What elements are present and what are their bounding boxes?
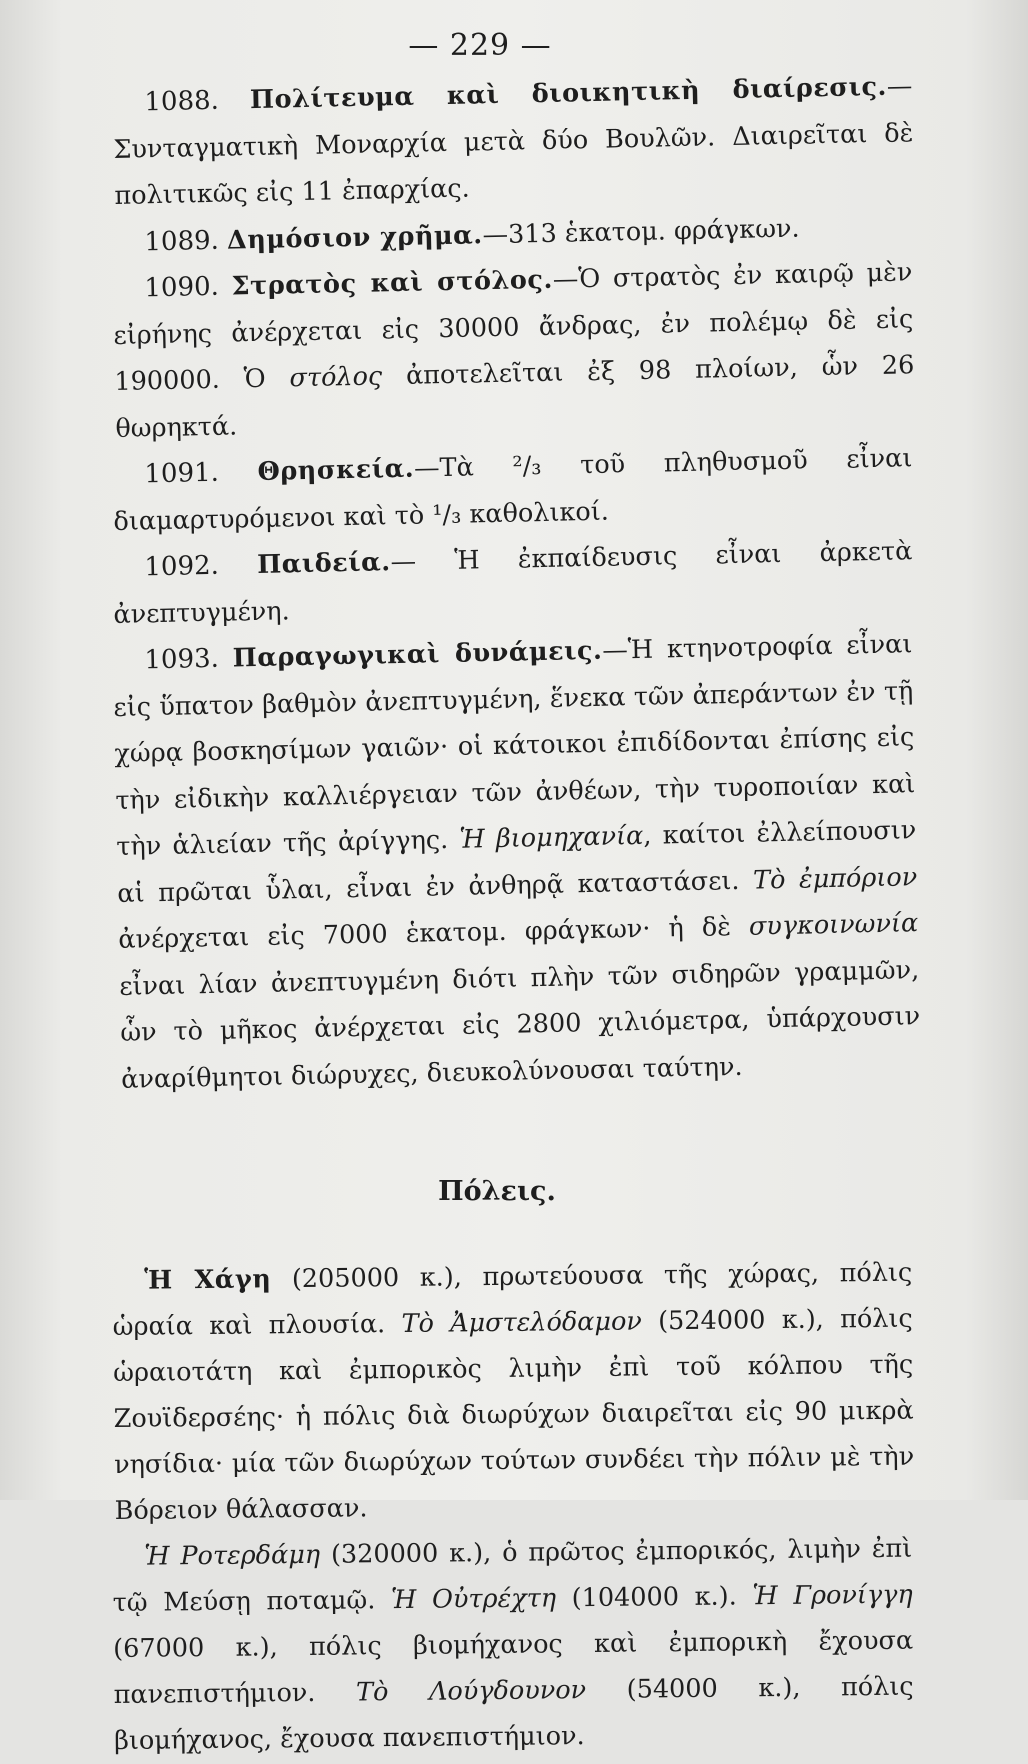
entry-number: 1092. [144,550,220,583]
city-text: (524000 κ.), πόλις ὡραιοτάτη καὶ ἐμπορικὸς λιμὴν ἐπὶ τοῦ κόλπου τῆς Ζουϊδερσέης· ἡ πόλις διὰ διωρύχων διαιρεῖται εἰς 90 μικρὰ νησίδια· μία τῶν διωρύχων τούτων συνδέει τὴν πόλιν μὲ τὴν Βόρειον θάλασσαν. [113,1303,915,1526]
city-text: (67000 κ.), πόλις βιομήχανος καὶ ἐμπορικὴ ἔχουσα πανεπιστήμιον. [113,1625,914,1710]
entry-number: 1090. [144,271,220,304]
entry-text: , καίτοι ἐλλείπουσιν αἱ πρῶται ὗλαι, εἶναι ἐν ἀνθηρᾷ καταστάσει. [117,815,917,909]
entry-text: ἀνέρχεται εἰς 7000 ἑκατομ. φράγκων· ἡ δὲ [118,911,750,955]
city-name-hague: Ἡ Χάγη [144,1263,272,1296]
city-text: (104000 κ.). [555,1580,753,1613]
entry-1093 [112,621,922,1103]
entry-1090 [112,249,916,452]
entry-heading: Δημόσιον χρῆμα. [226,219,483,256]
city-name-rotterdam: Ἡ Ροτερδάμη [144,1539,321,1572]
page-number: — 229 — [408,28,552,63]
cities-paragraph-1 [112,1249,915,1533]
cities-paragraph-2 [112,1525,914,1763]
city-text: (320000 κ.), ὁ πρῶτος ἐμπορικός, λιμὴν ἐπὶ τῷ Μεύσῃ ποταμῷ. [112,1533,913,1618]
entry-emphasis: Ἡ βιομηχανία [459,820,644,855]
entry-text: —Συνταγματικὴ Μοναρχία μετὰ δύο Βουλῶν. Διαιρεῖται δὲ πολιτικῶς εἰς 11 ἐπαρχίας. [113,71,914,211]
entry-heading: Παραγωγικαὶ δυνάμεις. [232,635,603,674]
city-text: (54000 κ.), πόλις βιομήχανος, ἔχουσα πανεπιστήμιον. [114,1671,914,1756]
entry-1088 [112,63,915,219]
city-name-groningen: Ἡ Γρονίγγη [752,1579,913,1611]
entry-text: —Τὰ ²/₃ τοῦ πληθυσμοῦ εἶναι διαμαρτυρόμενοι καὶ τὸ ¹/₃ καθολικοί. [113,443,913,537]
city-name-leiden: Τὸ Λούγδουνον [355,1674,587,1707]
city-name-amsterdam: Τὸ Ἀμστελόδαμον [401,1305,643,1339]
city-name-utrecht: Ἡ Οὐτρέχτη [390,1582,557,1615]
entry-heading: Πολίτευμα καὶ διοικητικὴ διαίρεσις. [249,71,888,116]
entry-1092 [112,528,914,638]
entry-heading: Παιδεία. [256,547,391,580]
entry-emphasis: συγκοινωνία [748,908,919,942]
entry-text: εἶναι λίαν ἀνεπτυγμένη διότι πλὴν τῶν σιδηρῶν γραμμῶν, ὧν τὸ μῆκος ἀνέρχεται εἰς 2800 χιλιόμετρα, ὑπάρχουσιν ἀναρίθμητοι διώρυχες, διευκολύνουσαι ταύτην. [118,954,921,1095]
entry-emphasis: Τὸ ἐμπόριον [752,861,918,896]
entry-number: 1088. [144,85,220,118]
entry-number: 1089. [144,225,220,257]
entry-heading: Στρατὸς καὶ στόλος. [231,264,554,302]
entry-number: 1091. [144,457,220,490]
entry-text: ἀποτελεῖται ἐξ 98 πλοίων, ὧν 26 θωρηκτά. [115,350,915,444]
entry-text: —Ἡ κτηνοτροφία εἶναι εἰς ὕπατον βαθμὸν ἀνεπτυγμένη, ἕνεκα τῶν ἀπεράντων ἐν τῇ χώρᾳ βοσκησίμων γαιῶν· οἱ κάτοικοι ἐπιδίδονται ἐπίσης εἰς τὴν εἰδικὴν καλλιέργειαν τῶν ἀνθέων, τὴν τυροποιίαν καὶ τὴν ἁλιείαν τῆς ἀρίγγης. [113,629,916,862]
entry-text: — Ἡ ἐκπαίδευσις εἶναι ἀρκετὰ ἀνεπτυγμένη. [113,536,913,630]
page-body [112,71,921,1764]
entry-text: —Ὁ στρατὸς ἐν καιρῷ μὲν εἰρήνης ἀνέρχεται εἰς 30000 ἄνδρας, ἐν πολέμῳ δὲ εἰς 190000. Ὁ [113,257,914,397]
entry-number: 1093. [144,643,220,676]
entry-emphasis: στόλος [289,361,383,394]
city-text: (205000 κ.), πρωτεύουσα τῆς χώρας, πόλις ὡραία καὶ πλουσία. [112,1257,913,1342]
entry-1091 [112,435,914,545]
section-heading-cities: Πόλεις. [438,1176,556,1207]
entry-text: —313 ἑκατομ. φράγκων. [482,213,800,250]
cities-section [112,1257,915,1764]
entry-heading: Θρησκεία. [257,453,415,487]
